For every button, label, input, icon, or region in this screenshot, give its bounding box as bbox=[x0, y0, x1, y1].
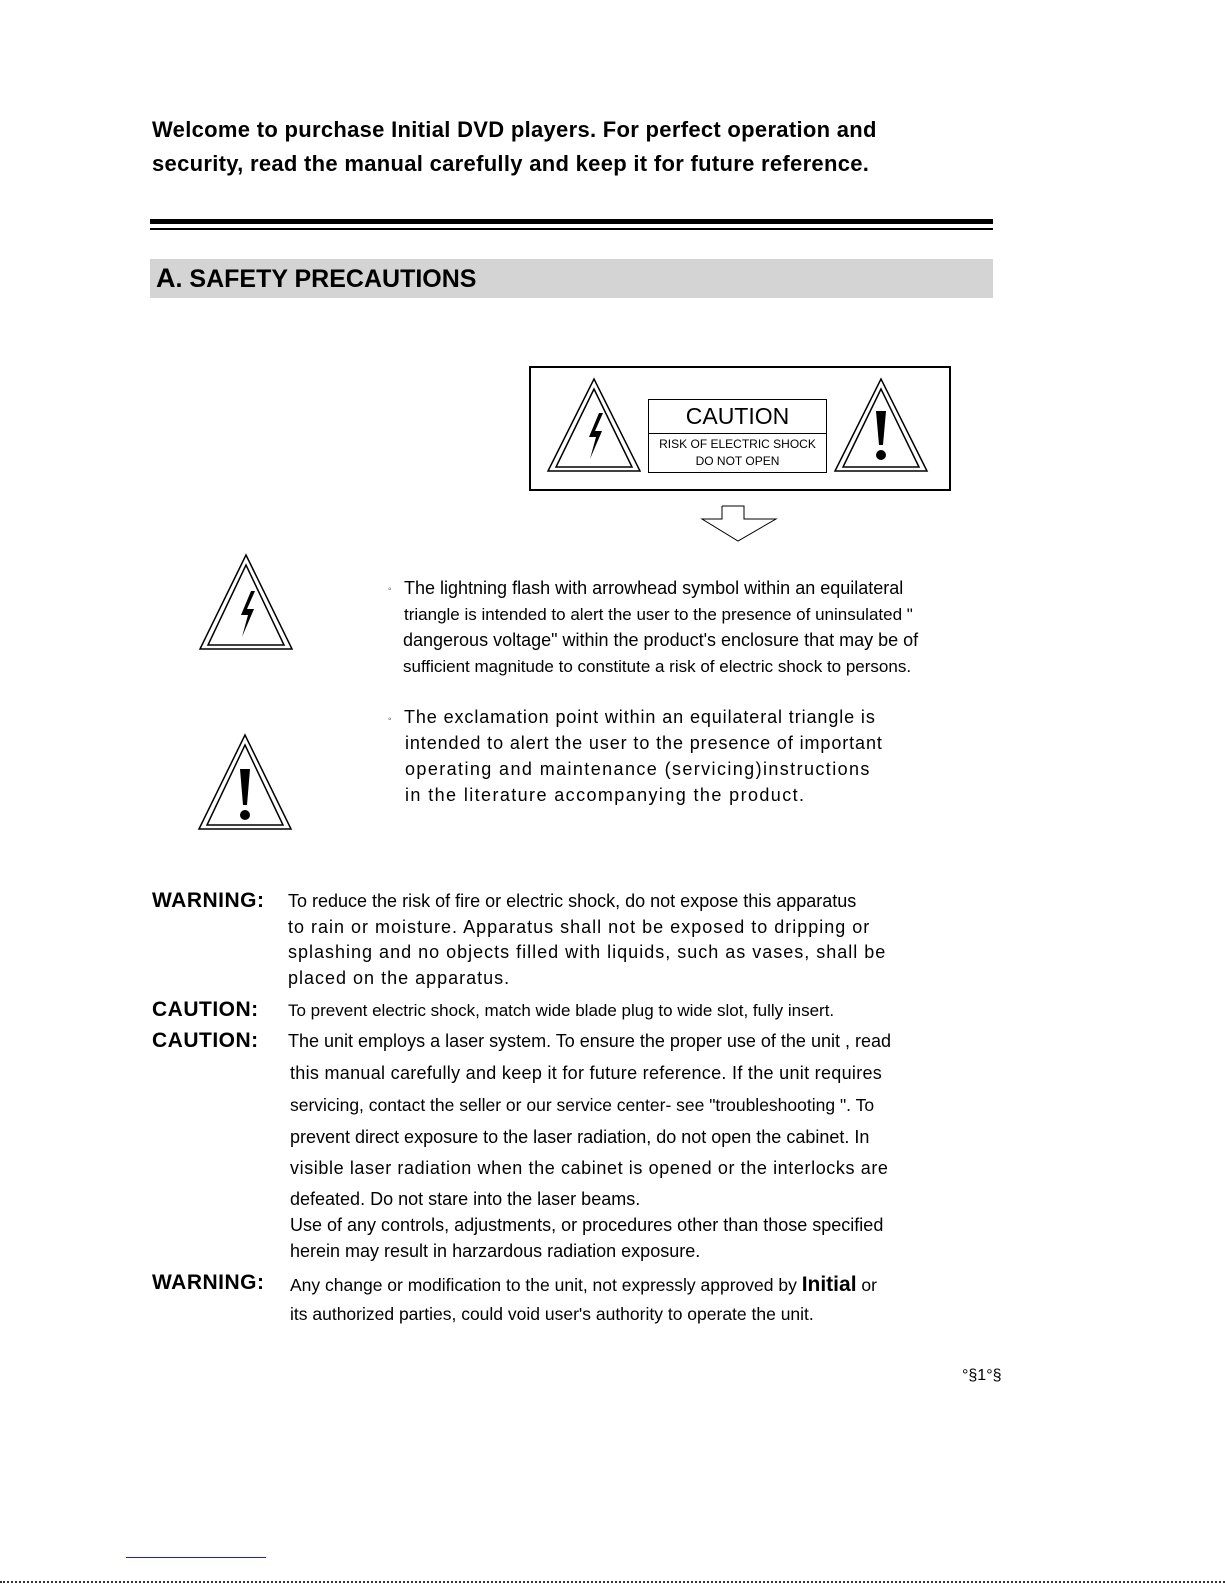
intro-line-1: Welcome to purchase Initial DVD players. For perfect operation and bbox=[152, 117, 877, 142]
notice-text: splashing and no objects filled with liquids, such as vases, shall be bbox=[288, 942, 887, 962]
section-heading-text bbox=[156, 262, 476, 295]
caution-title: CAUTION bbox=[685, 403, 790, 429]
caution-line-1: RISK OF ELECTRIC SHOCK bbox=[659, 437, 816, 451]
bullet-icon: ◦ bbox=[388, 714, 392, 725]
symbol-text: intended to alert the user to the presence of important bbox=[405, 733, 883, 753]
exclamation-triangle-icon bbox=[197, 733, 293, 831]
symbol-text: The lightning flash with arrowhead symbol within an equilateral bbox=[404, 578, 904, 598]
symbol-text: sufficient magnitude to constitute a risk of electric shock to persons. bbox=[403, 657, 912, 676]
notice-text: defeated. Do not stare into the laser beams. bbox=[290, 1189, 641, 1209]
notice-text: its authorized parties, could void user's authority to operate the unit. bbox=[290, 1304, 814, 1324]
lightning-triangle-icon bbox=[546, 377, 642, 473]
notice-text: this manual carefully and keep it for future reference. If the unit requires bbox=[290, 1063, 883, 1083]
section-letter: A bbox=[156, 263, 176, 293]
intro-line-2: security, read the manual carefully and keep it for future reference. bbox=[152, 151, 870, 176]
notice-text: to rain or moisture. Apparatus shall not be exposed to dripping or bbox=[288, 917, 871, 937]
bullet-icon: ◦ bbox=[388, 584, 392, 595]
section-heading bbox=[150, 259, 993, 298]
notice-text: visible laser radiation when the cabinet is opened or the interlocks are bbox=[290, 1158, 889, 1178]
symbol-text: dangerous voltage" within the product's enclosure that may be of bbox=[403, 630, 919, 650]
symbol-text: triangle is intended to alert the user to the presence of uninsulated " bbox=[404, 605, 913, 624]
warning-label: WARNING: bbox=[152, 889, 265, 912]
exclamation-triangle-icon bbox=[833, 377, 929, 473]
divider bbox=[150, 228, 993, 230]
caution-label: CAUTION: bbox=[152, 998, 259, 1021]
divider bbox=[150, 219, 993, 224]
underline-link bbox=[126, 1557, 266, 1558]
down-arrow-icon bbox=[700, 505, 780, 543]
notice-text: To reduce the risk of fire or electric shock, do not expose this apparatus bbox=[288, 891, 857, 911]
caution-label: CAUTION: bbox=[152, 1029, 259, 1052]
notice-text: Use of any controls, adjustments, or procedures other than those specified bbox=[290, 1215, 884, 1235]
notice-text: prevent direct exposure to the laser radiation, do not open the cabinet. In bbox=[290, 1127, 870, 1147]
symbol-text: The exclamation point within an equilateral triangle is bbox=[404, 707, 876, 727]
notice-text: To prevent electric shock, match wide blade plug to wide slot, fully insert. bbox=[288, 1001, 835, 1020]
notice-text: placed on the apparatus. bbox=[288, 968, 511, 988]
symbol-text: in the literature accompanying the product. bbox=[405, 785, 806, 805]
symbol-text: operating and maintenance (servicing)instructions bbox=[405, 759, 871, 779]
notice-text: herein may result in harzardous radiation exposure. bbox=[290, 1241, 701, 1261]
warning-label: WARNING: bbox=[152, 1271, 265, 1294]
notice-text bbox=[290, 1272, 877, 1298]
page-number: °§1°§ bbox=[962, 1367, 1002, 1384]
caution-label bbox=[648, 399, 827, 473]
lightning-triangle-icon bbox=[198, 553, 294, 651]
notice-text: servicing, contact the seller or our service center- see "troubleshooting ". To bbox=[290, 1095, 875, 1115]
brand-name: Initial bbox=[801, 1273, 857, 1296]
notice-text: The unit employs a laser system. To ensure the proper use of the unit , read bbox=[288, 1031, 891, 1051]
caution-line-2: DO NOT OPEN bbox=[695, 454, 780, 468]
notice-text-part: or bbox=[856, 1275, 877, 1295]
section-title: . SAFETY PRECAUTIONS bbox=[175, 265, 477, 293]
page-edge bbox=[0, 1581, 1225, 1583]
notice-text-part: Any change or modification to the unit, not expressly approved by bbox=[290, 1275, 802, 1295]
